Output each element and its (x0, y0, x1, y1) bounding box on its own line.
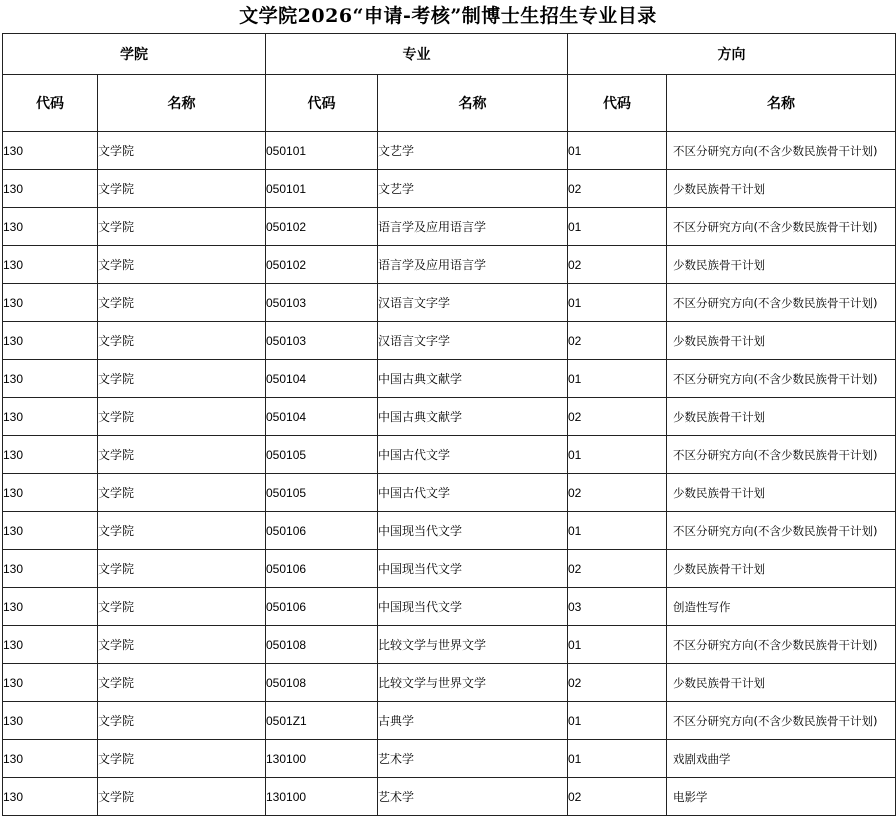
direction-code-cell: 01 (568, 360, 667, 398)
major-code-cell: 050106 (266, 550, 378, 588)
major-name-cell: 汉语言文字学 (378, 322, 568, 360)
college-code-cell: 130 (3, 398, 98, 436)
direction-name-cell: 不区分研究方向(不含少数民族骨干计划) (667, 702, 896, 740)
direction-name-cell: 不区分研究方向(不含少数民族骨干计划) (667, 208, 896, 246)
major-name-cell: 古典学 (378, 702, 568, 740)
major-name-cell: 汉语言文字学 (378, 284, 568, 322)
header-major-code: 代码 (266, 75, 378, 132)
college-name-cell: 文学院 (98, 246, 266, 284)
major-code-cell: 050102 (266, 208, 378, 246)
table-row (3, 740, 896, 778)
table-row (3, 284, 896, 322)
direction-code-cell: 02 (568, 664, 667, 702)
direction-name-cell: 少数民族骨干计划 (667, 664, 896, 702)
direction-name-cell: 少数民族骨干计划 (667, 398, 896, 436)
header-college-code: 代码 (3, 75, 98, 132)
table-row (3, 778, 896, 816)
college-code-cell: 130 (3, 626, 98, 664)
major-code-cell: 050106 (266, 588, 378, 626)
major-name-cell: 中国古典文献学 (378, 360, 568, 398)
college-code-cell: 130 (3, 550, 98, 588)
direction-name-cell: 不区分研究方向(不含少数民族骨干计划) (667, 512, 896, 550)
major-code-cell: 050106 (266, 512, 378, 550)
major-name-cell: 艺术学 (378, 778, 568, 816)
direction-name-cell: 少数民族骨干计划 (667, 322, 896, 360)
table-row (3, 246, 896, 284)
table-row (3, 322, 896, 360)
direction-name-cell: 不区分研究方向(不含少数民族骨干计划) (667, 284, 896, 322)
direction-code-cell: 02 (568, 778, 667, 816)
college-code-cell: 130 (3, 246, 98, 284)
college-name-cell: 文学院 (98, 360, 266, 398)
direction-code-cell: 02 (568, 550, 667, 588)
college-code-cell: 130 (3, 740, 98, 778)
direction-name-cell: 电影学 (667, 778, 896, 816)
college-name-cell: 文学院 (98, 664, 266, 702)
direction-code-cell: 01 (568, 702, 667, 740)
college-name-cell: 文学院 (98, 778, 266, 816)
college-name-cell: 文学院 (98, 208, 266, 246)
direction-code-cell: 01 (568, 208, 667, 246)
direction-name-cell: 少数民族骨干计划 (667, 474, 896, 512)
direction-code-cell: 02 (568, 322, 667, 360)
major-code-cell: 130100 (266, 740, 378, 778)
major-code-cell: 050102 (266, 246, 378, 284)
major-code-cell: 050103 (266, 322, 378, 360)
college-name-cell: 文学院 (98, 170, 266, 208)
college-name-cell: 文学院 (98, 474, 266, 512)
college-name-cell: 文学院 (98, 512, 266, 550)
college-code-cell: 130 (3, 360, 98, 398)
table-row (3, 170, 896, 208)
major-name-cell: 中国古代文学 (378, 436, 568, 474)
major-name-cell: 比较文学与世界文学 (378, 626, 568, 664)
major-name-cell: 文艺学 (378, 170, 568, 208)
major-code-cell: 050101 (266, 170, 378, 208)
direction-name-cell: 少数民族骨干计划 (667, 246, 896, 284)
direction-name-cell: 不区分研究方向(不含少数民族骨干计划) (667, 436, 896, 474)
direction-code-cell: 01 (568, 512, 667, 550)
table-row (3, 398, 896, 436)
catalog-table (2, 33, 896, 816)
major-name-cell: 中国古典文献学 (378, 398, 568, 436)
direction-code-cell: 01 (568, 740, 667, 778)
table-row (3, 132, 896, 170)
college-name-cell: 文学院 (98, 284, 266, 322)
major-name-cell: 艺术学 (378, 740, 568, 778)
major-code-cell: 050104 (266, 398, 378, 436)
college-name-cell: 文学院 (98, 626, 266, 664)
college-code-cell: 130 (3, 208, 98, 246)
college-code-cell: 130 (3, 588, 98, 626)
major-name-cell: 语言学及应用语言学 (378, 208, 568, 246)
table-row (3, 626, 896, 664)
college-code-cell: 130 (3, 474, 98, 512)
table-row (3, 512, 896, 550)
major-name-cell: 中国现当代文学 (378, 588, 568, 626)
major-code-cell: 050105 (266, 436, 378, 474)
college-name-cell: 文学院 (98, 740, 266, 778)
college-code-cell: 130 (3, 170, 98, 208)
college-code-cell: 130 (3, 664, 98, 702)
major-name-cell: 中国现当代文学 (378, 550, 568, 588)
direction-code-cell: 02 (568, 398, 667, 436)
direction-code-cell: 02 (568, 170, 667, 208)
table-row (3, 436, 896, 474)
table-row (3, 474, 896, 512)
direction-code-cell: 02 (568, 474, 667, 512)
major-code-cell: 050108 (266, 664, 378, 702)
major-code-cell: 050105 (266, 474, 378, 512)
college-code-cell: 130 (3, 284, 98, 322)
college-code-cell: 130 (3, 436, 98, 474)
table-row (3, 588, 896, 626)
college-code-cell: 130 (3, 322, 98, 360)
page-title: 文学院2026“申请-考核”制博士生招生专业目录 (239, 5, 657, 27)
header-major-name: 名称 (378, 75, 568, 132)
college-name-cell: 文学院 (98, 702, 266, 740)
major-code-cell: 050101 (266, 132, 378, 170)
college-code-cell: 130 (3, 702, 98, 740)
direction-code-cell: 01 (568, 626, 667, 664)
major-code-cell: 050103 (266, 284, 378, 322)
major-name-cell: 语言学及应用语言学 (378, 246, 568, 284)
table-row (3, 360, 896, 398)
table-row (3, 208, 896, 246)
college-name-cell: 文学院 (98, 132, 266, 170)
college-code-cell: 130 (3, 512, 98, 550)
direction-name-cell: 少数民族骨干计划 (667, 170, 896, 208)
header-college-name: 名称 (98, 75, 266, 132)
college-code-cell: 130 (3, 132, 98, 170)
major-code-cell: 050108 (266, 626, 378, 664)
major-name-cell: 文艺学 (378, 132, 568, 170)
direction-name-cell: 戏剧戏曲学 (667, 740, 896, 778)
header-direction: 方向 (568, 34, 896, 75)
direction-code-cell: 01 (568, 132, 667, 170)
header-direction-name: 名称 (667, 75, 896, 132)
header-college: 学院 (3, 34, 266, 75)
college-code-cell: 130 (3, 778, 98, 816)
major-code-cell: 130100 (266, 778, 378, 816)
table-row (3, 550, 896, 588)
header-direction-code: 代码 (568, 75, 667, 132)
college-name-cell: 文学院 (98, 398, 266, 436)
direction-code-cell: 01 (568, 436, 667, 474)
direction-code-cell: 02 (568, 246, 667, 284)
major-name-cell: 比较文学与世界文学 (378, 664, 568, 702)
direction-name-cell: 少数民族骨干计划 (667, 550, 896, 588)
major-code-cell: 050104 (266, 360, 378, 398)
table-row (3, 664, 896, 702)
header-group-row (3, 34, 896, 75)
college-name-cell: 文学院 (98, 322, 266, 360)
direction-name-cell: 创造性写作 (667, 588, 896, 626)
college-name-cell: 文学院 (98, 588, 266, 626)
direction-name-cell: 不区分研究方向(不含少数民族骨干计划) (667, 626, 896, 664)
direction-code-cell: 01 (568, 284, 667, 322)
direction-name-cell: 不区分研究方向(不含少数民族骨干计划) (667, 132, 896, 170)
major-name-cell: 中国古代文学 (378, 474, 568, 512)
college-name-cell: 文学院 (98, 550, 266, 588)
direction-name-cell: 不区分研究方向(不含少数民族骨干计划) (667, 360, 896, 398)
major-code-cell: 0501Z1 (266, 702, 378, 740)
header-column-row (3, 75, 896, 132)
direction-code-cell: 03 (568, 588, 667, 626)
header-major: 专业 (266, 34, 568, 75)
table-row (3, 702, 896, 740)
major-name-cell: 中国现当代文学 (378, 512, 568, 550)
table-body (3, 132, 896, 816)
college-name-cell: 文学院 (98, 436, 266, 474)
